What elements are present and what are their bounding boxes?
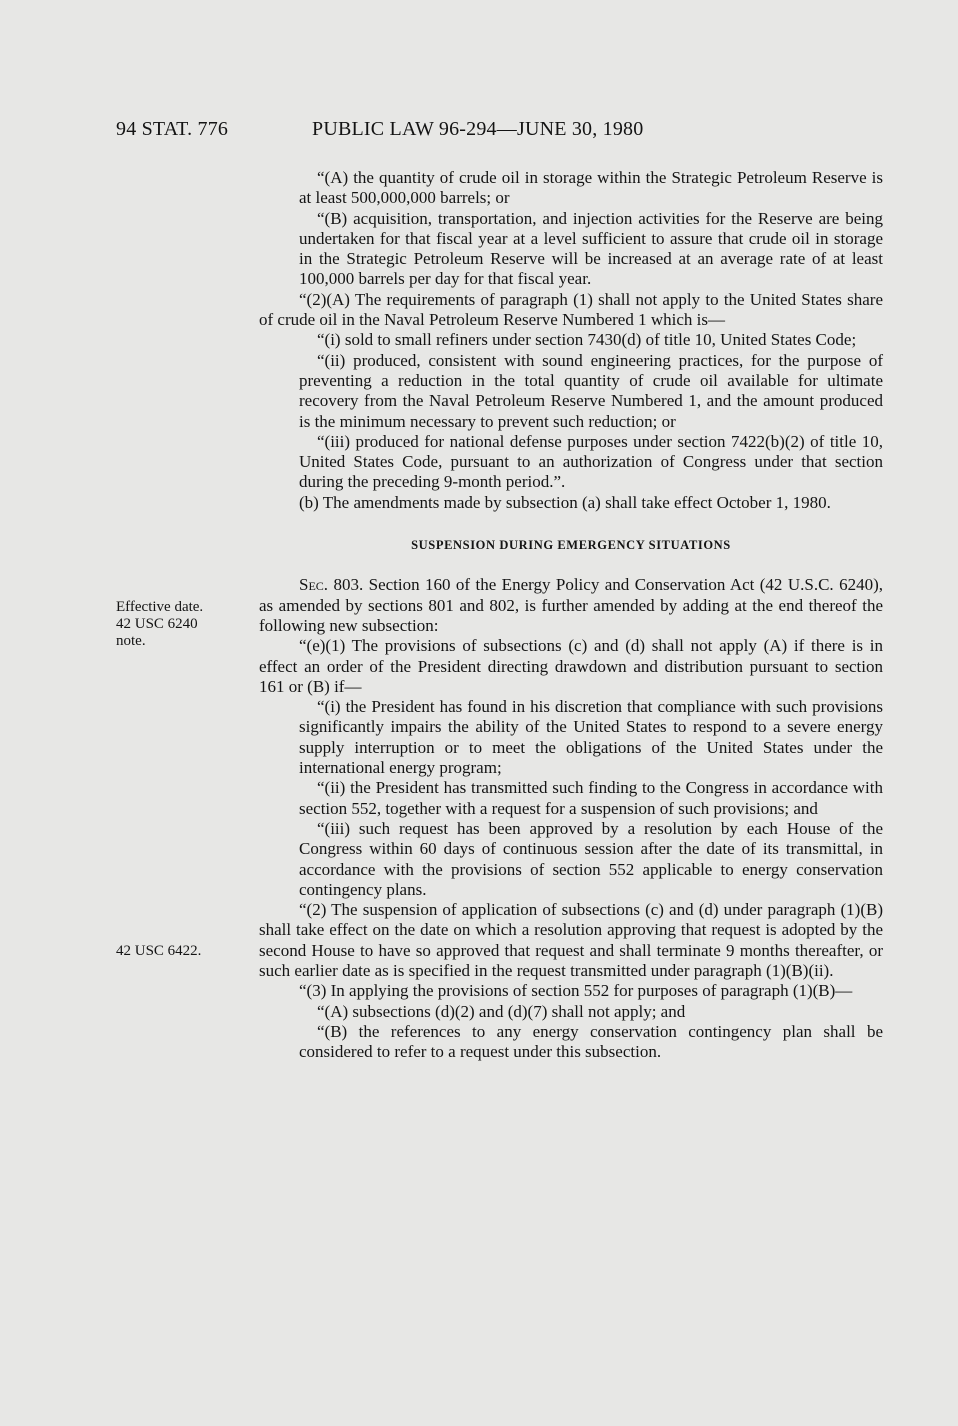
paragraph: “(e)(1) The provisions of subsections (c) and (d) shall not apply (A) if there is in effect an order of the President directing drawdown and distribution pursuant to section 161 or (B) if— (259, 636, 883, 696)
paragraph: “(B) acquisition, transportation, and injection activities for the Reserve are being undertaken for that fiscal year at a level sufficient to assure that crude oil in storage in the Strategic Petroleum Reserve will be increased at an average rate of at least 100,000 barrels per day for that fiscal year. (299, 208, 883, 289)
margin-note-line: Effective date. (116, 599, 204, 615)
paragraph: “(A) subsections (d)(2) and (d)(7) shall not apply; and (317, 1001, 686, 1021)
paragraph (259, 575, 883, 636)
page-stat-citation: 94 STAT. 776 (116, 118, 229, 140)
paragraph: “(i) sold to small refiners under section 7430(d) of title 10, United States Code; (317, 330, 857, 350)
margin-note-effective-date (116, 599, 246, 650)
section-heading: SUSPENSION DURING EMERGENCY SITUATIONS (411, 538, 731, 553)
paragraph: “(ii) produced, consistent with sound engineering practices, for the purpose of preventing a reduction in the total quantity of crude oil available for ultimate recovery from the Naval Petroleum Reserve Numbered 1, and the amount produced is the minimum necessary to prevent such reduction; or (299, 350, 883, 431)
paragraph: (b) The amendments made by subsection (a) shall take effect October 1, 1980. (299, 492, 831, 512)
paragraph: “(2) The suspension of application of subsections (c) and (d) under paragraph (1)(B) shall take effect on the date on which a resolution approving that request is adopted by the second House to have so approved that request and shall terminate 9 months thereafter, or such earlier date as is specified in the request transmitted under paragraph (1)(B)(ii). (259, 900, 883, 980)
paragraph: “(iii) such request has been approved by a resolution by each House of the Congress within 60 days of continuous session after the date of its transmittal, in accordance with the provisions of section 552 applicable to energy conservation contingency plans. (299, 818, 883, 899)
section-label: Sec. (299, 575, 329, 595)
paragraph: “(ii) the President has transmitted such finding to the Congress in accordance with section 552, together with a request for a suspension of such provisions; and (299, 778, 883, 818)
paragraph: “(B) the references to any energy conservation contingency plan shall be considered to refer to a request under this subsection. (299, 1021, 883, 1062)
paragraph: “(i) the President has found in his discretion that compliance with such provisions significantly impairs the ability of the United States to respond to a severe energy supply interruption or to meet the obligations of the United States under the international energy program; (299, 697, 883, 778)
margin-note-usc-6422: 42 USC 6422. (116, 943, 202, 959)
paragraph: “(iii) produced for national defense purposes under section 7422(b)(2) of title 10, United States Code, pursuant to an authorization of Congress under that section during the preceding 9-month period.”. (299, 431, 883, 492)
margin-note-line: note. (116, 633, 146, 649)
paragraph: “(3) In applying the provisions of section 552 for purposes of paragraph (1)(B)— (299, 981, 853, 1001)
paragraph-text: 803. Section 160 of the Energy Policy and Conservation Act (42 U.S.C. 6240), as amended by sections 801 and 802, is further amended by adding at the end thereof the following new subsection: (259, 575, 883, 635)
paragraph: “(A) the quantity of crude oil in storage within the Strategic Petroleum Reserve is at least 500,000,000 barrels; or (299, 168, 883, 208)
document-body (259, 168, 883, 1062)
paragraph: “(2)(A) The requirements of paragraph (1) shall not apply to the United States share of crude oil in the Naval Petroleum Reserve Numbered 1 which is— (259, 289, 883, 330)
page-running-title: PUBLIC LAW 96-294—JUNE 30, 1980 (312, 118, 644, 140)
margin-note-line: 42 USC 6240 (116, 616, 198, 632)
